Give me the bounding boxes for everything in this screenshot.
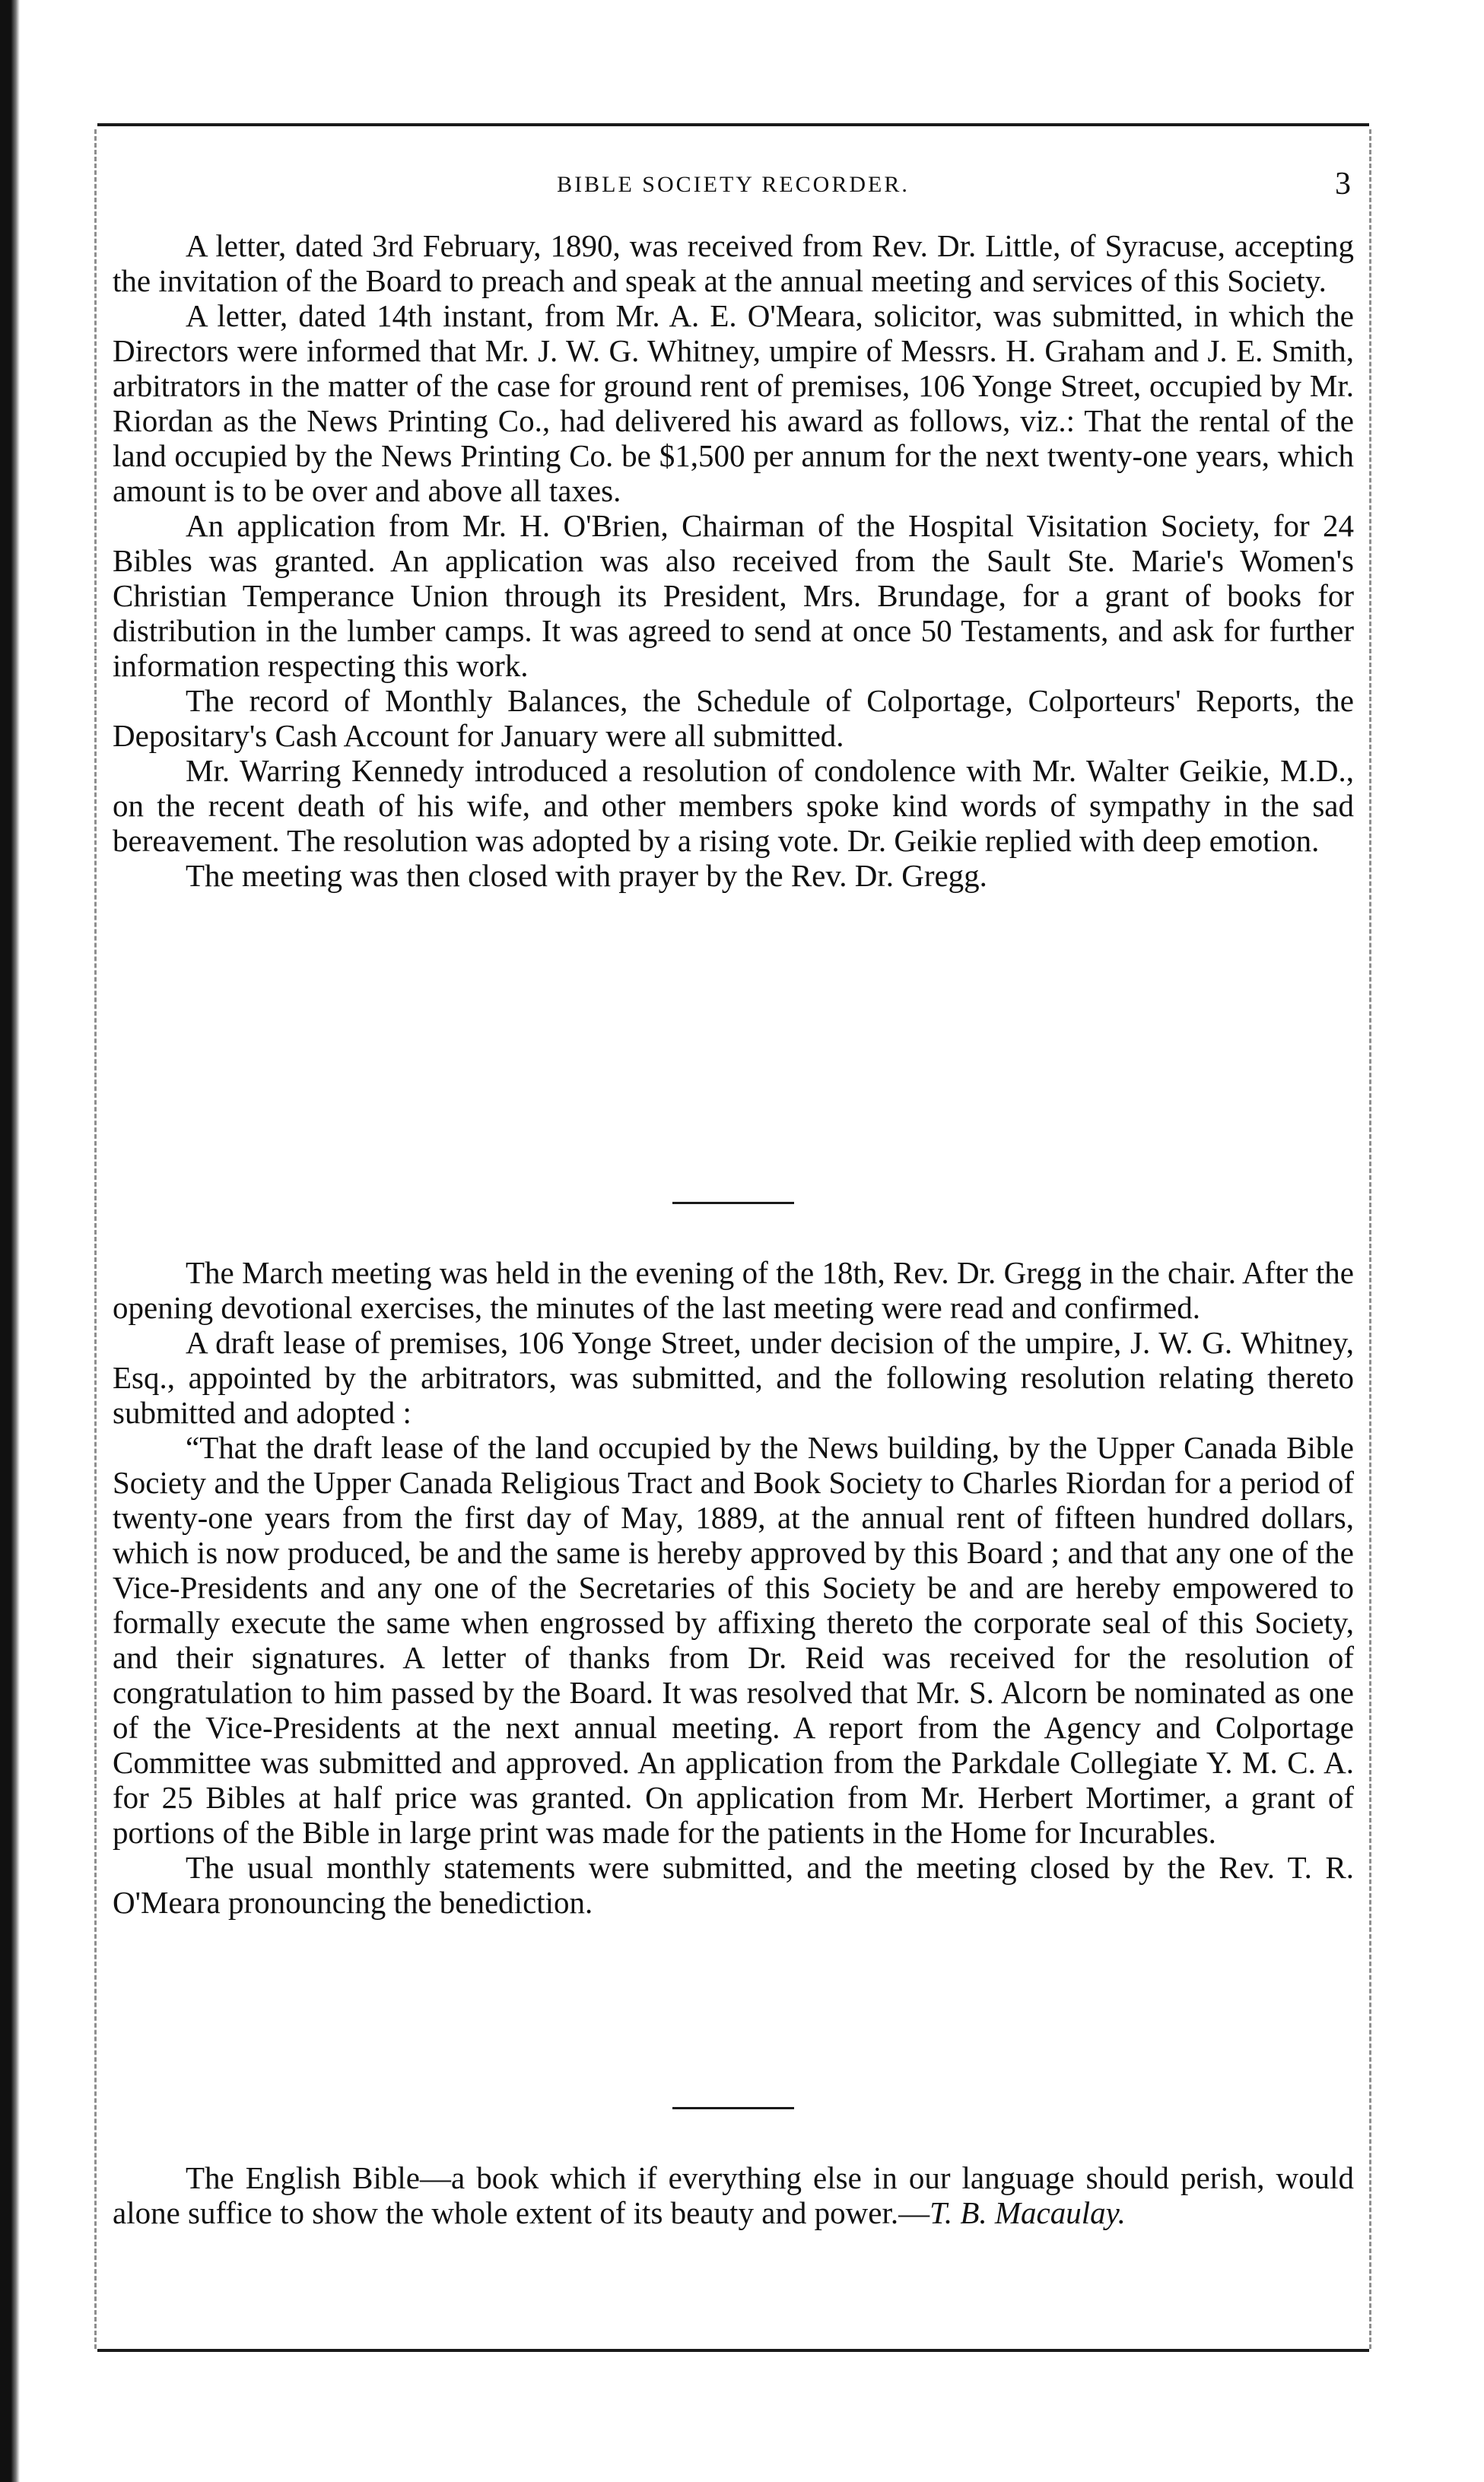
running-title: BIBLE SOCIETY RECORDER.: [557, 172, 910, 197]
paragraph: A letter, dated 3rd February, 1890, was received from Rev. Dr. Little, of Syracuse, accepting the invitation of the Board to preach and speak at the annual meeting and services of this Society.: [113, 228, 1354, 298]
bottom-rule: [97, 2349, 1369, 2352]
paragraph: A draft lease of premises, 106 Yonge Street, under decision of the umpire, J. W. G. Whitney, Esq., appointed by the arbitrators, was submitted, and the following resolution relating thereto submitted and adopted :: [113, 1325, 1354, 1430]
minutes-section-march: [113, 1255, 1354, 1920]
resolution-paragraph: “That the draft lease of the land occupied by the News building, by the Upper Canada Bible Society and the Upper Canada Religious Tract and Book Society to Charles Riordan for a period of twenty-one years from the first day of May, 1889, at the annual rent of fifteen hundred dollars, which is now produced, be and the same is hereby approved by this Board ; and that any one of the Vice-Presidents and any one of the Secretaries of this Society be and are hereby empowered to formally execute the same when engrossed by affixing thereto the corporate seal of this Society, and their signatures. A letter of thanks from Dr. Reid was received for the resolution of congratulation to him passed by the Board. It was resolved that Mr. S. Alcorn be nominated as one of the Vice-Presidents at the next annual meeting. A report from the Agency and Colportage Committee was submitted and approved. An application from the Parkdale Collegiate Y. M. C. A. for 25 Bibles at half price was granted. On application from Mr. Herbert Mortimer, a grant of portions of the Bible in large print was made for the patients in the Home for Incurables.: [113, 1430, 1354, 1850]
paragraph: The record of Monthly Balances, the Schedule of Colportage, Colporteurs' Reports, the Depositary's Cash Account for January were all submitted.: [113, 683, 1354, 753]
page: [97, 114, 1369, 2349]
quote-attribution: T. B. Macaulay.: [929, 2195, 1126, 2230]
section-divider: [672, 1202, 794, 1204]
paragraph: Mr. Warring Kennedy introduced a resolution of condolence with Mr. Walter Geikie, M.D., on the recent death of his wife, and other members spoke kind words of sympathy in the sad bereavement. The resolution was adopted by a rising vote. Dr. Geikie replied with deep emotion.: [113, 753, 1354, 858]
paragraph: The usual monthly statements were submitted, and the meeting closed by the Rev. T. R. O'Meara pronouncing the benediction.: [113, 1850, 1354, 1920]
page-number: 3: [1335, 167, 1351, 202]
right-border: [1369, 129, 1371, 2349]
paragraph: An application from Mr. H. O'Brien, Chairman of the Hospital Visitation Society, for 24 Bibles was granted. An application was also received from the Sault Ste. Marie's Women's Christian Temperance Union through its President, Mrs. Brundage, for a grant of books for distribution in the lumber camps. It was agreed to send at once 50 Testaments, and ask for further information respecting this work.: [113, 508, 1354, 683]
quote-body: The English Bible—a book which if everything else in our language should perish, would alone suffice to show the whole extent of its beauty and power.—: [113, 2160, 1354, 2230]
minutes-section-february: [113, 228, 1354, 893]
running-head: [97, 166, 1369, 211]
book-binding-edge: [0, 0, 20, 2482]
quote-text: [113, 2160, 1354, 2230]
paragraph: The March meeting was held in the evening of the 18th, Rev. Dr. Gregg in the chair. After the opening devotional exercises, the minutes of the last meeting were read and confirmed.: [113, 1255, 1354, 1325]
closing-quote: [113, 2160, 1354, 2230]
section-divider: [672, 2107, 794, 2109]
paragraph: The meeting was then closed with prayer by the Rev. Dr. Gregg.: [186, 858, 987, 893]
top-rule: [97, 123, 1369, 126]
paragraph: A letter, dated 14th instant, from Mr. A. E. O'Meara, solicitor, was submitted, in which the Directors were informed that Mr. J. W. G. Whitney, umpire of Messrs. H. Graham and J. E. Smith, arbitrators in the matter of the case for ground rent of premises, 106 Yonge Street, occupied by Mr. Riordan as the News Printing Co., had delivered his award as follows, viz.: That the rental of the land occupied by the News Printing Co. be $1,500 per annum for the next twenty-one years, which amount is to be over and above all taxes.: [113, 298, 1354, 508]
left-border: [94, 129, 97, 2349]
